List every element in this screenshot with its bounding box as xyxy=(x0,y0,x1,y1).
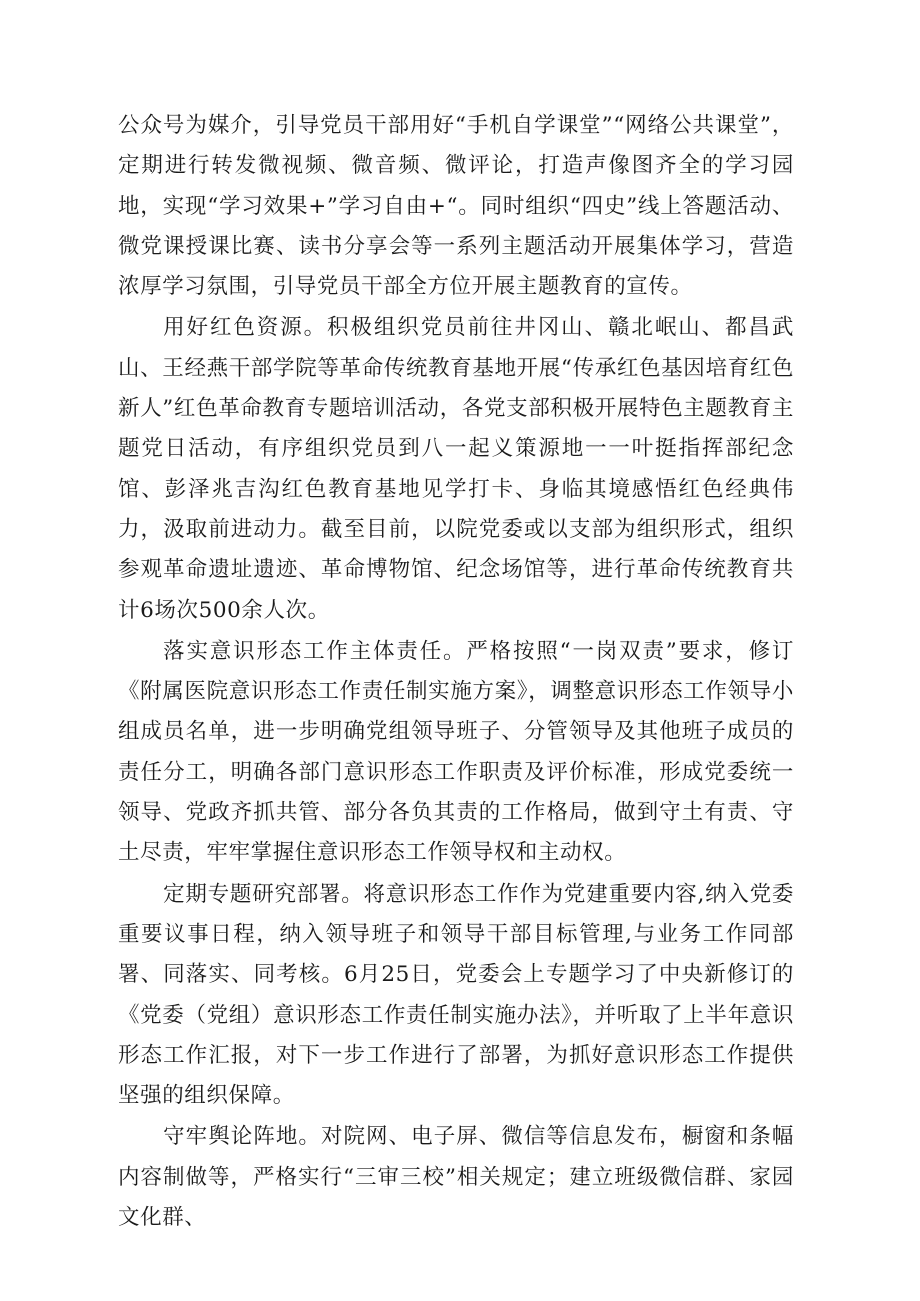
document-body xyxy=(118,106,794,1238)
paragraph-ideology-responsibility: 落实意识形态工作主体责任。严格按照“一岗双责”要求，修订《附属医院意识形态工作责任制实施方案》，调整意识形态工作领导小组成员名单，进一步明确党组领导班子、分管领导及其他班子成员的责任分工，明确各部门意识形态工作职责及评价标准，形成党委统一领导、党政齐抓共管、部分各负其责的工作格局，做到守土有责、守土尽责，牢牢掌握住意识形态工作领导权和主动权。 xyxy=(118,638,794,866)
paragraph-continued: 公众号为媒介，引导党员干部用好“手机自学课堂”“网络公共课堂”，定期进行转发微视频、微音频、微评论，打造声像图齐全的学习园地，实现“学习效果+”学习自由+“。同时组织“四史”线上答题活动、微党课授课比赛、读书分享会等一系列主题活动开展集体学习，营造浓厚学习氛围，引导党员干部全方位开展主题教育的宣传。 xyxy=(118,113,794,300)
paragraph-regular-research: 定期专题研究部署。将意识形态工作作为党建重要内容,纳入党委重要议事日程，纳入领导班子和领导干部目标管理,与业务工作同部署、同落实、同考核。6月25日，党委会上专题学习了中央新修订的《党委（党组）意识形态工作责任制实施办法》，并听取了上半年意识形态工作汇报，对下一步工作进行了部署，为抓好意识形态工作提供坚强的组织保障。 xyxy=(118,881,794,1109)
paragraph-red-resources: 用好红色资源。积极组织党员前往井冈山、赣北岷山、都昌武山、王经燕干部学院等革命传统教育基地开展“传承红色基因培育红色新人”红色革命教育专题培训活动，各党支部积极开展特色主题教育主题党日活动，有序组织党员到八一起义策源地一一叶挺指挥部纪念馆、彭泽兆吉沟红色教育基地见学打卡、身临其境感悟红色经典伟力，汲取前进动力。截至目前，以院党委或以支部为组织形式，组织参观革命遗址遗迹、革命博物馆、纪念场馆等，进行革命传统教育共计6场次500余人次。 xyxy=(118,315,794,623)
paragraph-public-opinion: 守牢舆论阵地。对院网、电子屏、微信等信息发布，橱窗和条幅内容制做等，严格实行“三审三校”相关规定；建立班级微信群、家园文化群、 xyxy=(118,1124,794,1231)
